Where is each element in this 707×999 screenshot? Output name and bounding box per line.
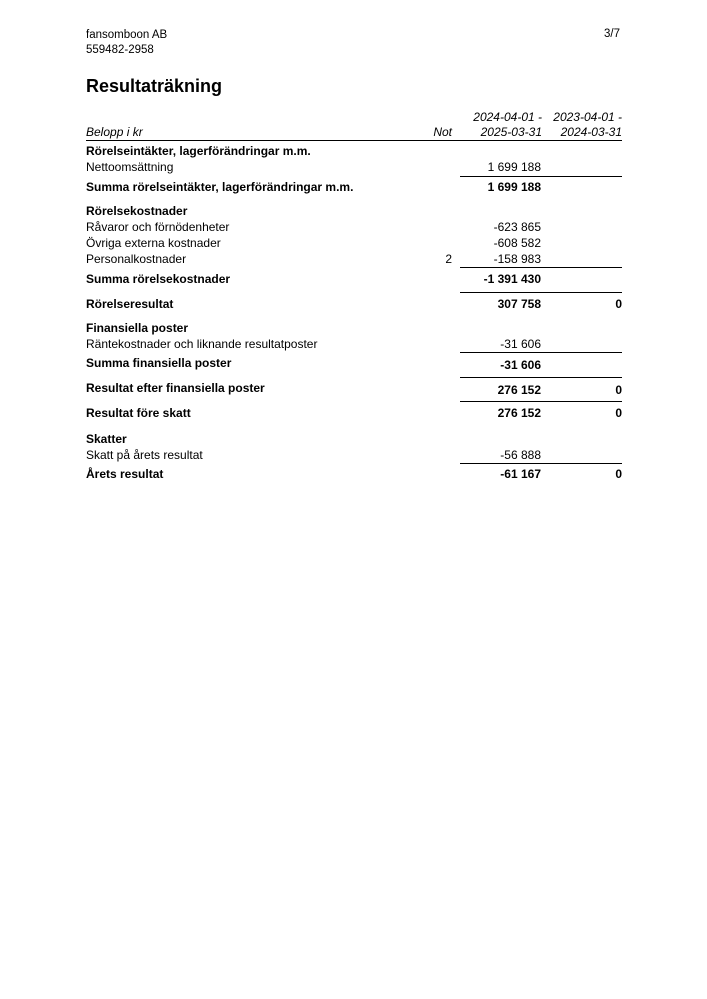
row-label: Årets resultat — [86, 467, 164, 481]
row-label: Råvaror och förnödenheter — [86, 220, 230, 234]
note-ref: 2 — [445, 252, 452, 266]
row-label: Övriga externa kostnader — [86, 236, 221, 250]
row-label: Rörelseresultat — [86, 297, 174, 311]
row-label: Rörelsekostnader — [86, 204, 188, 218]
amount-label-header: Belopp i kr — [86, 125, 143, 139]
prior-period-header-line1: 2023-04-01 - — [553, 110, 622, 124]
sum-rule — [460, 401, 622, 402]
current-value: -1 391 430 — [483, 272, 541, 286]
row-label: Skatter — [86, 432, 127, 446]
prior-value: 0 — [615, 297, 622, 311]
prior-value: 0 — [615, 406, 622, 420]
sum-rule — [460, 292, 622, 293]
row-label: Resultat före skatt — [86, 406, 191, 420]
current-value: 307 758 — [497, 297, 541, 311]
table-row — [86, 271, 622, 289]
current-value: -158 983 — [493, 252, 541, 266]
page-title: Resultaträkning — [86, 76, 223, 96]
prior-period-header-line2: 2024-03-31 — [560, 125, 622, 139]
current-value: -31 606 — [500, 337, 541, 351]
row-label: Resultat efter finansiella poster — [86, 381, 265, 395]
table-row — [86, 355, 622, 373]
sum-rule — [460, 352, 622, 353]
table-row — [86, 179, 622, 197]
sum-rule — [460, 267, 622, 268]
prior-value: 0 — [615, 383, 622, 397]
current-value: -623 865 — [493, 220, 541, 234]
current-value: 276 152 — [497, 383, 541, 397]
row-label: Finansiella poster — [86, 321, 189, 335]
table-row — [86, 296, 622, 314]
current-value: -608 582 — [493, 236, 541, 250]
table-row — [86, 380, 622, 398]
header-rule — [86, 140, 622, 141]
table-row — [86, 159, 622, 177]
org-number: 559482-2958 — [86, 44, 154, 56]
row-label: Skatt på årets resultat — [86, 448, 203, 462]
row-label: Nettoomsättning — [86, 160, 174, 174]
current-value: 1 699 188 — [487, 160, 541, 174]
current-period-header-line2: 2025-03-31 — [480, 125, 542, 139]
row-label: Summa rörelseintäkter, lagerförändringar m.m. — [86, 180, 354, 194]
row-label: Personalkostnader — [86, 252, 187, 266]
row-label: Rörelseintäkter, lagerförändringar m.m. — [86, 144, 311, 158]
current-value: -31 606 — [500, 358, 541, 372]
table-row — [86, 405, 622, 423]
table-row — [86, 466, 622, 484]
current-value: -61 167 — [500, 467, 541, 481]
current-value: 276 152 — [497, 406, 541, 420]
not-header: Not — [433, 125, 452, 139]
page-number: 3/7 — [604, 28, 620, 40]
sum-rule — [460, 176, 622, 177]
page-header — [86, 28, 167, 58]
row-label: Räntekostnader och liknande resultatposter — [86, 337, 318, 351]
prior-value: 0 — [615, 467, 622, 481]
sum-rule — [460, 377, 622, 378]
current-value: -56 888 — [500, 448, 541, 462]
current-value: 1 699 188 — [487, 180, 541, 194]
row-label: Summa rörelsekostnader — [86, 272, 231, 286]
company-name: fansomboon AB — [86, 29, 168, 41]
row-label: Summa finansiella poster — [86, 356, 232, 370]
current-period-header-line1: 2024-04-01 - — [473, 110, 542, 124]
sum-rule — [460, 463, 622, 464]
